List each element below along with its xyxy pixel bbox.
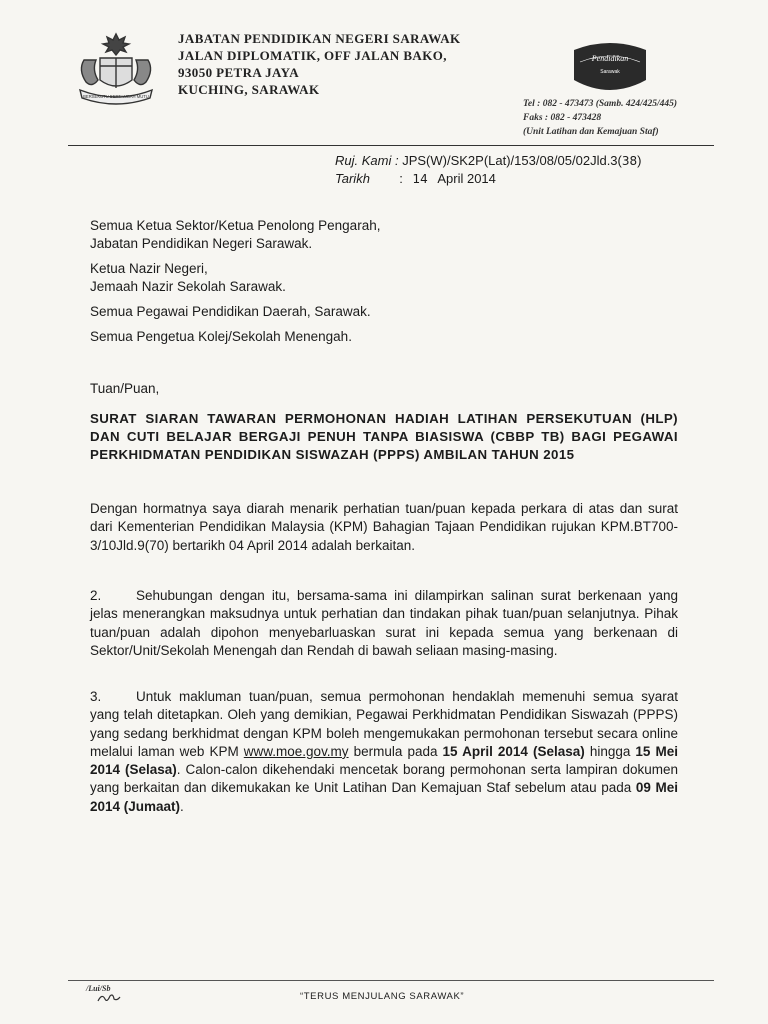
paragraph-text: Untuk makluman tuan/puan, semua permohonan hendaklah memenuhi semua syarat yang telah ditetapkan. Oleh yang demikian, Pegawai Perkhidmatan Pendidikan Siswazah (PPPS) yang sedang berkhidmat dengan KPM boleh mengemukakan permohonan tersebut secara online melalui laman web KPM bbox=[90, 689, 678, 759]
date-row bbox=[335, 170, 642, 188]
pendidikan-sarawak-logo bbox=[566, 40, 654, 96]
addressee-group bbox=[90, 217, 690, 253]
addressee-line: Semua Pengetua Kolej/Sekolah Menengah. bbox=[90, 329, 352, 344]
contact-line: (Unit Latihan dan Kemajuan Staf) bbox=[523, 127, 659, 137]
addressee-line: Semua Ketua Sektor/Ketua Penolong Pengarah, bbox=[90, 218, 381, 233]
paragraph-text: Sehubungan dengan itu, bersama-sama ini dilampirkan salinan surat berkenaan yang jelas menerangkan maksudnya untuk perhatian dan tindakan pihak tuan/puan selanjutnya. Pihak tuan/puan adalah dipohon menyebarluaskan surat ini kepada semua yang berkenaan di Sektor/Unit/Sekolah Menengah dan Rendah di bawah seliaan masing-masing. bbox=[90, 588, 678, 658]
addressee-line: Jemaah Nazir Sekolah Sarawak. bbox=[90, 279, 286, 294]
reference-row bbox=[335, 152, 642, 170]
footer-motto: “TERUS MENJULANG SARAWAK” bbox=[300, 991, 465, 1002]
addressee-group bbox=[90, 260, 690, 296]
addressee-group bbox=[90, 328, 690, 346]
footer-initials: /Lui/Sb bbox=[86, 984, 111, 993]
addressee-group bbox=[90, 303, 690, 321]
deadline-date: 09 Mei 2014 (Jumaat) bbox=[90, 780, 678, 814]
org-line: 93050 PETRA JAYA bbox=[178, 65, 300, 80]
contact-line: Tel : 082 - 473473 (Samb. 424/425/445) bbox=[523, 99, 678, 109]
crest-scroll-text: BERSEKUTU BERTAMBAH MUTU bbox=[83, 94, 149, 99]
addressee-line: Semua Pegawai Pendidikan Daerah, Sarawak. bbox=[90, 304, 371, 319]
paragraph-text: bermula pada bbox=[348, 743, 443, 759]
date-day-handwritten: 14 bbox=[412, 172, 428, 186]
date-label: Tarikh bbox=[335, 171, 370, 186]
header-divider bbox=[68, 145, 714, 146]
paragraph-3 bbox=[90, 688, 678, 816]
date-colon: : bbox=[399, 171, 403, 186]
logo-title: Pendidikan bbox=[591, 54, 629, 63]
contact-line: Faks : 082 - 473428 bbox=[523, 113, 602, 123]
reference-handwritten: 38 bbox=[621, 154, 638, 168]
organization-address bbox=[178, 30, 461, 98]
paragraph-number: 3. bbox=[90, 689, 102, 704]
reference-label: Ruj. Kami : bbox=[335, 153, 399, 168]
reference-block bbox=[335, 152, 642, 188]
paragraph-2 bbox=[90, 587, 678, 660]
addressee-line: Ketua Nazir Negeri, bbox=[90, 261, 208, 276]
logo-subtitle: Sarawak bbox=[600, 69, 620, 75]
moe-website-link[interactable]: www.moe.gov.my bbox=[243, 743, 349, 759]
org-line: JABATAN PENDIDIKAN NEGERI SARAWAK bbox=[178, 31, 461, 46]
addressee-line: Jabatan Pendidikan Negeri Sarawak. bbox=[90, 236, 313, 251]
reference-number: JPS(W)/SK2P(Lat)/153/08/05/02Jld.3( bbox=[402, 153, 622, 168]
org-line: KUCHING, SARAWAK bbox=[178, 82, 320, 97]
start-date: 15 April 2014 (Selasa) bbox=[442, 743, 585, 759]
coat-of-arms-icon bbox=[70, 30, 162, 108]
paragraph-text: . bbox=[180, 798, 184, 814]
paragraph-text: hingga bbox=[584, 743, 636, 759]
paragraph-text: . Calon-calon dikehendaki mencetak borang permohonan serta lampiran dokumen yang berkaitan dan dikemukakan ke Unit Latihan Dan Kemajuan Staf sebelum atau pada bbox=[90, 762, 679, 796]
initials-signature-icon bbox=[96, 992, 122, 1004]
footer-divider bbox=[68, 980, 714, 981]
end-date: 15 Mei 2014 (Selasa) bbox=[90, 743, 678, 778]
date-month-year: April 2014 bbox=[437, 171, 496, 186]
letter-subject: SURAT SIARAN TAWARAN PERMOHONAN HADIAH LATIHAN PERSEKUTUAN (HLP) DAN CUTI BELAJAR BERGAJI PENUH TANPA BIASISWA (CBBP TB) BAGI PEGAWAI PERKHIDMATAN PENDIDIKAN SISWAZAH (PPPS) AMBILAN TAHUN 2015 bbox=[90, 411, 678, 462]
addressee-list bbox=[90, 217, 690, 353]
paragraph-1: Dengan hormatnya saya diarah menarik perhatian tuan/puan kepada perkara di atas dan surat dari Kementerian Pendidikan Malaysia (KPM) Bahagian Tajaan Pendidikan rujukan KPM.BT700-3/10Jld.9(70) bertarikh 04 April 2014 adalah berkaitan. bbox=[90, 501, 678, 553]
org-line: JALAN DIPLOMATIK, OFF JALAN BAKO, bbox=[178, 48, 447, 63]
paragraph-number: 2. bbox=[90, 588, 102, 603]
salutation: Tuan/Puan, bbox=[90, 381, 160, 396]
contact-details bbox=[523, 97, 677, 139]
reference-close: ) bbox=[637, 153, 642, 168]
